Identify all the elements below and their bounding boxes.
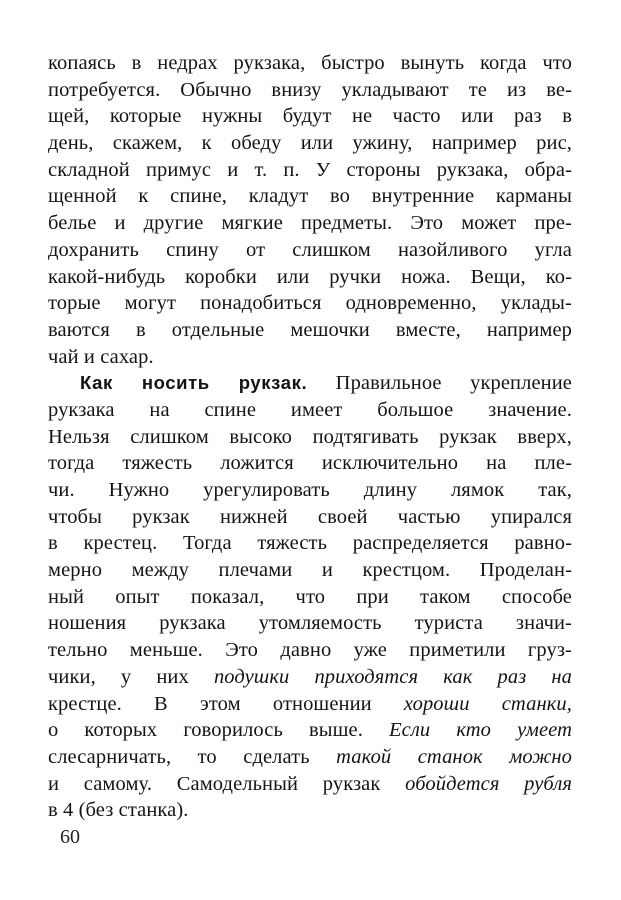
text-line: торые могут понадобиться одновременно, уклады- bbox=[48, 292, 572, 315]
text-line: белье и другие мягкие предметы. Это может пре- bbox=[48, 212, 572, 235]
text-line: копаясь в недрах рукзака, быстро вынуть когда что bbox=[48, 52, 572, 74]
text-normal: слесарничать, то сделать bbox=[48, 745, 310, 768]
text-line: день, скажем, к обеду или ужину, например рис, bbox=[48, 132, 572, 155]
text-italic: такой станок можно bbox=[336, 745, 573, 768]
text-line: щей, которые нужны будут не часто или раз в bbox=[48, 105, 572, 128]
text-line: чтобы рукзак нижней своей частью упирался bbox=[48, 505, 572, 528]
text-line: Нельзя слишком высоко подтягивать рукзак вверх, bbox=[48, 425, 572, 448]
text-line: чай и сахар. bbox=[48, 345, 154, 368]
text-line bbox=[48, 664, 572, 691]
text-line bbox=[48, 717, 572, 744]
text-italic: хороши станки, bbox=[403, 692, 572, 715]
text-italic: подушки приходятся как раз на bbox=[213, 665, 572, 688]
text-line: потребуется. Обычно внизу укладывают те из ве- bbox=[48, 78, 572, 101]
text-line: ный опыт показал, что при таком способе bbox=[48, 585, 572, 608]
heading-line-rest: Правильное укрепление bbox=[335, 372, 572, 395]
section-heading: Как носить рукзак. bbox=[80, 372, 308, 394]
text-line bbox=[48, 370, 572, 397]
text-line: рукзака на спине имеет большое значение. bbox=[48, 398, 572, 421]
text-line: складной примус и т. п. У стороны рукзака, обра- bbox=[48, 158, 572, 181]
text-line: дохранить спину от слишком назойливого угла bbox=[48, 238, 572, 261]
text-normal: чики, у них bbox=[48, 665, 189, 688]
text-normal: крестце. В этом отношении bbox=[48, 692, 372, 715]
text-line: тогда тяжесть ложится исключительно на пле- bbox=[48, 452, 572, 475]
page-number: 60 bbox=[60, 826, 80, 848]
text-line: чи. Нужно урегулировать длину лямок так, bbox=[48, 479, 572, 501]
text-italic: Если кто умеет bbox=[389, 719, 572, 742]
text-line bbox=[48, 744, 572, 771]
text-line: в 4 (без станка). bbox=[48, 799, 189, 822]
text-normal: и самому. Самодельный рукзак bbox=[48, 772, 381, 795]
text-line: тельно меньше. Это давно уже приметили груз- bbox=[48, 639, 572, 662]
text-italic: обойдется рубля bbox=[405, 772, 573, 795]
paragraph-1 bbox=[48, 50, 572, 370]
text-line: ношения рукзака утомляемость туриста значи- bbox=[48, 612, 572, 635]
text-normal: о которых говорилось выше. bbox=[48, 719, 363, 742]
text-line: щенной к спине, кладут во внутренние карманы bbox=[48, 185, 572, 208]
text-line: в крестец. Тогда тяжесть распределяется равно- bbox=[48, 532, 572, 555]
text-line bbox=[48, 771, 572, 798]
paragraph-2 bbox=[48, 370, 572, 824]
text-line: ваются в отдельные мешочки вместе, например bbox=[48, 318, 572, 341]
text-line: мерно между плечами и крестцом. Проделан- bbox=[48, 559, 572, 582]
body-text bbox=[48, 50, 572, 824]
text-line: какой-нибудь коробки или ручки ножа. Вещи, ко- bbox=[48, 265, 572, 288]
text-line bbox=[48, 691, 572, 718]
